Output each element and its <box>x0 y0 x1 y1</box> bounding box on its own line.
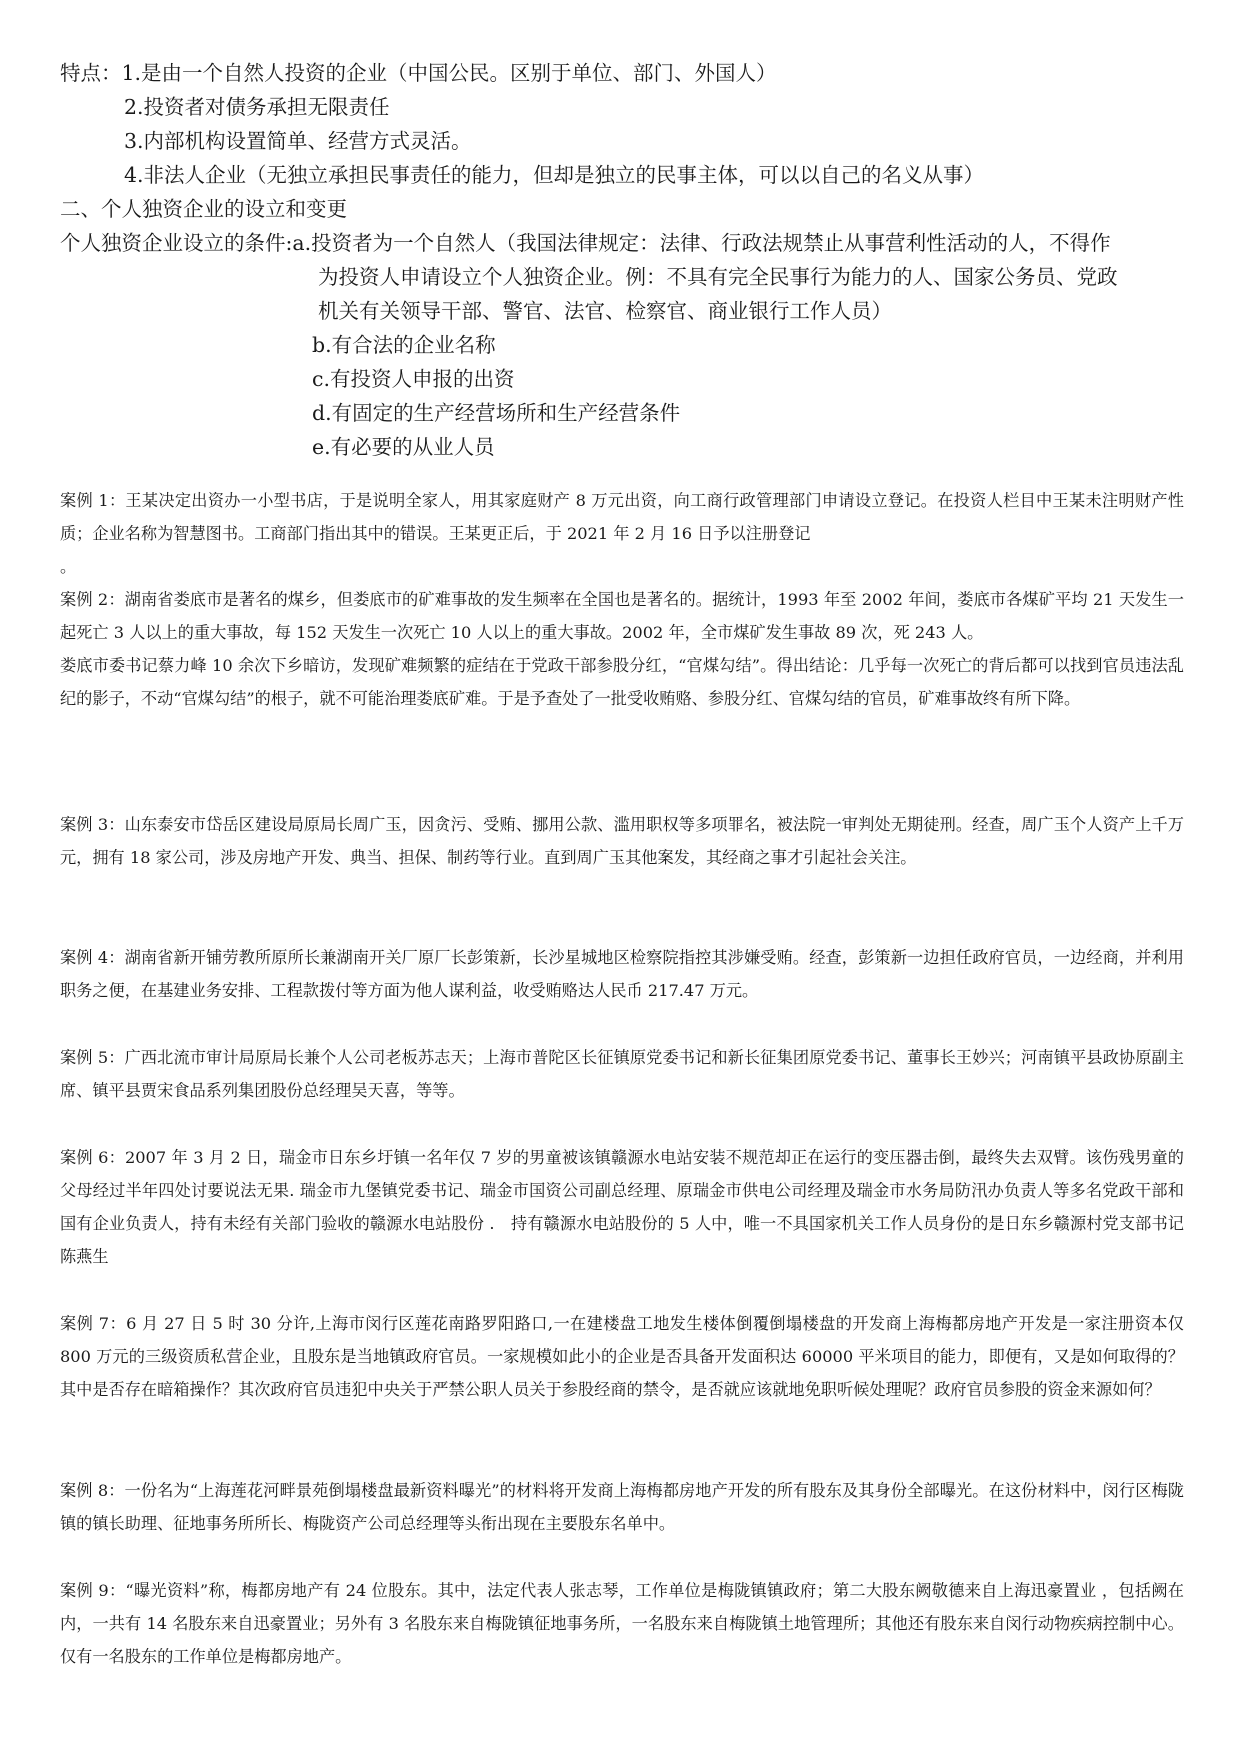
condition-a-line-2: 为投资人申请设立个人独资企业。例：不具有完全民事行为能力的人、国家公务员、党政 <box>318 265 1118 289</box>
case-2 <box>60 583 1184 715</box>
condition-b: b.有合法的企业名称 <box>312 333 496 357</box>
case-7 <box>60 1307 1184 1406</box>
case-paragraph: 案例 9：“曝光资料”称，梅都房地产有 24 位股东。其中，法定代表人张志琴，工作单位是梅陇镇镇政府；第二大股东阙敬德来自上海迅豪置业 ，包括阙在内，一共有 14 名股东来自迅豪置业；另外有 3 名股东来自梅陇镇征地事务所，一名股东来自梅陇镇土地管理所；其他还有股东来自闵行动物疾病控制中心。仅有一名股东的工作单位是梅都房地产。 <box>60 1581 1184 1666</box>
condition-e: e.有必要的从业人员 <box>312 435 495 459</box>
feature-item-1: 1.是由一个自然人投资的企业（中国公民。区别于单位、部门、外国人） <box>121 61 777 85</box>
case-8 <box>60 1474 1184 1540</box>
case-5 <box>60 1041 1184 1107</box>
section-heading: 二、个人独资企业的设立和变更 <box>60 197 347 221</box>
case-paragraph: 案例 1：王某决定出资办一小型书店，于是说明全家人，用其家庭财产 8 万元出资，向工商行政管理部门申请设立登记。在投资人栏目中王某未注明财产性质；企业名称为智慧图书。工商部门指出其中的错误。王某更正后，于 2021 年 2 月 16 日予以注册登记 <box>60 491 1184 543</box>
case-paragraph: 案例 8：一份名为“上海莲花河畔景苑倒塌楼盘最新资料曝光”的材料将开发商上海梅都房地产开发的所有股东及其身份全部曝光。在这份材料中，闵行区梅陇镇的镇长助理、征地事务所所长、梅陇资产公司总经理等头衔出现在主要股东名单中。 <box>60 1481 1184 1533</box>
case-6 <box>60 1141 1184 1273</box>
condition-a-line-1: a.投资者为一个自然人（我国法律规定：法律、行政法规禁止从事营利性活动的人，不得作 <box>292 231 1111 255</box>
case-paragraph: 。 <box>60 557 77 576</box>
case-paragraph: 娄底市委书记蔡力峰 10 余次下乡暗访，发现矿难频繁的症结在于党政干部参股分红，“官煤勾结”。得出结论：几乎每一次死亡的背后都可以找到官员违法乱纪的影子，不动“官煤勾结”的根子，就不可能治理娄底矿难。于是予查处了一批受收贿赂、参股分红、官煤勾结的官员，矿难事故终有所下降。 <box>60 656 1184 708</box>
case-3 <box>60 808 1184 874</box>
conditions-line-1 <box>60 226 1111 260</box>
case-paragraph: 案例 3：山东泰安市岱岳区建设局原局长周广玉，因贪污、受贿、挪用公款、滥用职权等多项罪名，被法院一审判处无期徒刑。经查，周广玉个人资产上千万元，拥有 18 家公司，涉及房地产开发、典当、担保、制药等行业。直到周广玉其他案发，其经商之事才引起社会关注。 <box>60 815 1184 867</box>
feature-item-3: 3.内部机构设置简单、经营方式灵活。 <box>124 129 472 153</box>
case-paragraph: 案例 2：湖南省娄底市是著名的煤乡，但娄底市的矿难事故的发生频率在全国也是著名的。据统计，1993 年至 2002 年间，娄底市各煤矿平均 21 天发生一起死亡 3 人以上的重大事故，每 152 天发生一次死亡 10 人以上的重大事故。2002 年，全市煤矿发生事故 89 次，死 243 人。 <box>60 590 1184 642</box>
case-paragraph: 案例 4：湖南省新开铺劳教所原所长兼湖南开关厂原厂长彭策新，长沙星城地区检察院指控其涉嫌受贿。经查，彭策新一边担任政府官员，一边经商，并利用职务之便，在基建业务安排、工程款拨付等方面为他人谋利益，收受贿赂达人民币 217.47 万元。 <box>60 948 1184 1000</box>
conditions-label: 个人独资企业设立的条件: <box>60 231 293 255</box>
case-paragraph: 案例 6：2007 年 3 月 2 日，瑞金市日东乡圩镇一名年仅 7 岁的男童被该镇赣源水电站安装不规范却正在运行的变压器击倒，最终失去双臂。该伤残男童的父母经过半年四处讨要说法无果. 瑞金市九堡镇党委书记、瑞金市国资公司副总经理、原瑞金市供电公司经理及瑞金市水务局防汛办负责人等多名党政干部和国有企业负责人，持有未经有关部门验收的赣源水电站股份 . 持有赣源水电站股份的 5 人中，唯一不具国家机关工作人员身份的是日东乡赣源村党支部书记陈燕生 <box>60 1148 1184 1266</box>
case-4 <box>60 941 1184 1007</box>
feature-item-2: 2.投资者对债务承担无限责任 <box>124 95 390 119</box>
case-9 <box>60 1574 1184 1673</box>
condition-c: c.有投资人申报的出资 <box>312 367 515 391</box>
condition-d: d.有固定的生产经营场所和生产经营条件 <box>312 401 681 425</box>
feature-item-4: 4.非法人企业（无独立承担民事责任的能力，但却是独立的民事主体，可以以自己的名义从事） <box>124 163 985 187</box>
condition-a-line-3: 机关有关领导干部、警官、法官、检察官、商业银行工作人员） <box>318 299 892 323</box>
features-line-1 <box>60 56 777 90</box>
case-paragraph: 案例 7：6 月 27 日 5 时 30 分许,上海市闵行区莲花南路罗阳路口,一在建楼盘工地发生楼体倒覆倒塌楼盘的开发商上海梅都房地产开发是一家注册资本仅 800 万元的三级资质私营企业，且股东是当地镇政府官员。一家规模如此小的企业是否具备开发面积达 60000 平米项目的能力，即便有，又是如何取得的？其中是否存在暗箱操作？其次政府官员违犯中央关于严禁公职人员关于参股经商的禁令，是否就应该就地免职听候处理呢？政府官员参股的资金来源如何？ <box>60 1314 1184 1399</box>
case-1 <box>60 484 1184 583</box>
case-paragraph: 案例 5：广西北流市审计局原局长兼个人公司老板苏志天；上海市普陀区长征镇原党委书记和新长征集团原党委书记、董事长王妙兴；河南镇平县政协原副主席、镇平县贾宋食品系列集团股份总经理吴天喜，等等。 <box>60 1048 1184 1100</box>
features-label: 特点： <box>60 61 122 85</box>
